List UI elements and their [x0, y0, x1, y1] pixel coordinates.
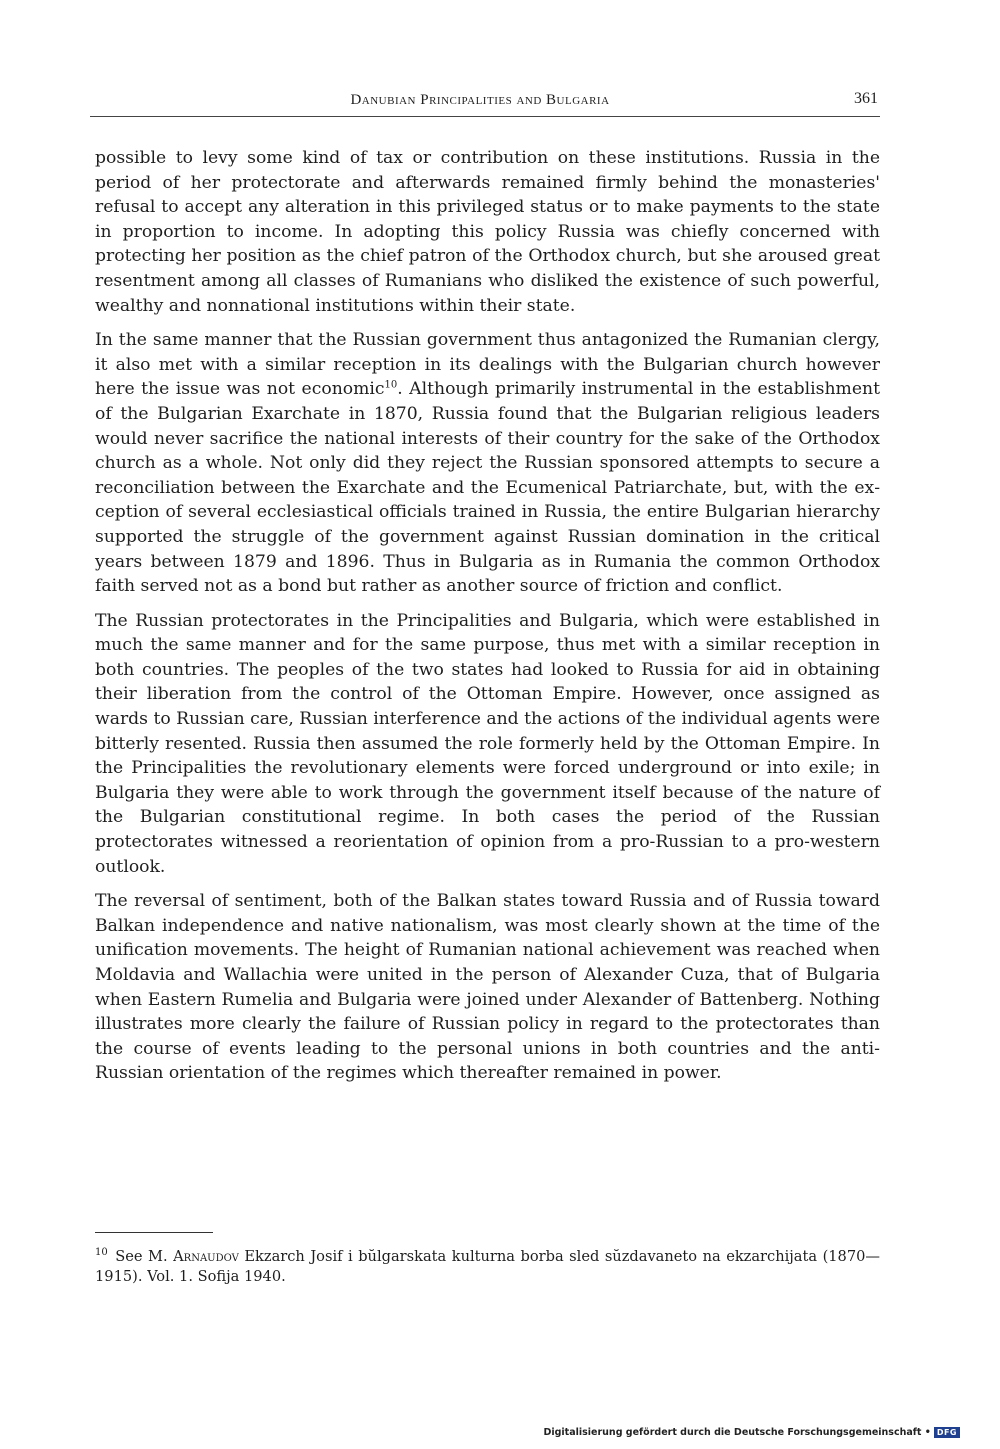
footnote-rule: [95, 1232, 213, 1233]
footnote-author: Arnaudov: [173, 1248, 239, 1265]
running-header-title: Danubian Principalities and Bulgaria: [350, 92, 610, 108]
footnote-citation: Ekzarch Josif i bŭlgarskata kulturna borba sled sŭzdavaneto na ekzarchijata (1870—1915). Vol. 1. Sofija 1940.: [95, 1248, 881, 1285]
footnote-see: See M.: [115, 1248, 168, 1265]
page-number: 361: [854, 90, 878, 107]
paragraph-1: possible to levy some kind of tax or contribution on these institutions. Russia in the period of her protectorate and afterwards remained firmly behind the monasteries' refusal to accept any alteration in this privileged status or to make payments to the state in proportion to income. In adopting this policy Russia was chiefly concerned with protecting her position as the chief patron of the Orthodox church, but she aroused great resentment among all classes of Rumanians who disliked the existence of such powerful, wealthy and nonnational institutions within their state.: [95, 148, 880, 316]
paragraph-2-text-b: . Although primarily instrumental in the establishment of the Bulgarian Exarchate in 1870, Russia found that the Bulgarian religious leaders would never sacrifice the national interests of their country for the sake of the Orthodox church as a whole. Not only did they reject the Russian sponsored attempts to secure a reconciliation between the Exarchate and the Ecumenical Patriarchate, but, with the exception of several ecclesiastical officials trained in Russia, the entire Bulgarian hierarchy supported the struggle of the government against Russian domination in the critical years between 1879 and 1896. Thus in Bulgaria as in Rumania the common Orthodox faith served not as a bond but rather as another source of friction and conflict.: [95, 379, 880, 597]
funding-notice: [543, 1427, 960, 1438]
footnote-reference: 10: [384, 379, 398, 391]
header-rule: [90, 116, 880, 117]
paragraph-2-text-a: In the same manner that the Russian government thus antagonized the Rumanian clergy, it also met with a similar reception in its dealings with the Bulgarian church however here the issue was not economic: [95, 330, 880, 400]
footnote: [95, 1247, 880, 1287]
dfg-logo: DFG: [934, 1427, 960, 1438]
paragraph-2: [95, 328, 880, 599]
paragraph-3: The Russian protectorates in the Principalities and Bulgaria, which were established in much the same manner and for the same purpose, thus met with a similar reception in both countries. The peoples of the two states had looked to Russia for aid in obtaining their liberation from the control of the Ottoman Empire. However, once assigned as wards to Russian care, Russian interference and the actions of the individual agents were bitterly resented. Russia then assumed the role formerly held by the Ottoman Empire. In the Principalities the revolutionary elements were forced underground or into exile; in Bulgaria they were able to work through the government itself because of the nature of the Bulgarian constitutional regime. In both cases the period of the Russian protectorates witnessed a reorientation of opinion from a pro-Russian to a pro-western outlook.: [95, 610, 880, 877]
footnote-number: 10: [95, 1247, 108, 1259]
paragraph-4: The reversal of sentiment, both of the Balkan states toward Russia and of Russia toward Balkan independence and native nationalism, was most clearly shown at the time of the unification movements. The height of Rumanian national achievement was reached when Moldavia and Wallachia were united in the person of Alexander Cuza, that of Bulgaria when Eastern Rumelia and Bulgaria were joined under Alexander of Battenberg. Nothing illustrates more clearly the failure of Russian policy in regard to the protectorates than the course of events leading to the personal unions in both countries and the anti-Russian orientation of the regimes which thereafter remained in power.: [95, 891, 880, 1084]
body-text: [95, 146, 880, 1096]
funding-notice-text: Digitalisierung gefördert durch die Deutsche Forschungsgemeinschaft •: [543, 1427, 931, 1438]
